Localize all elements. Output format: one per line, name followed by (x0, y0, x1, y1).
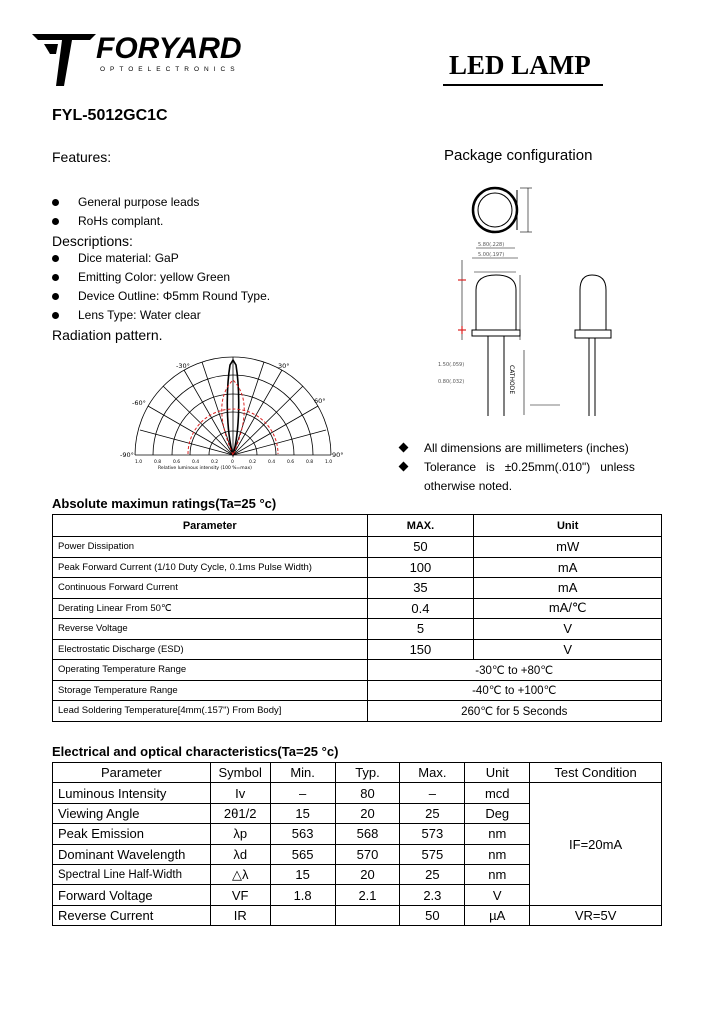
absolute-ratings-table (52, 514, 662, 722)
scale-label: 0.8 (154, 460, 162, 465)
test-condition-main: IF=20mA (530, 783, 662, 905)
title-underline (443, 84, 603, 86)
brand-logo (30, 30, 260, 90)
description-item: Emitting Color: yellow Green (78, 270, 230, 284)
scale-label: 0 (231, 460, 234, 465)
svg-text:5.80(.228): 5.80(.228) (478, 242, 505, 248)
table-row: Storage Temperature Range -40℃ to +100℃ (53, 680, 662, 701)
electrical-title: Electrical and optical characteristics(Ta=25 °c) (52, 744, 339, 759)
description-item: Dice material: GaP (78, 251, 179, 265)
table-row: Power Dissipation 50 mW (53, 537, 662, 558)
angle-label: 90° (332, 451, 344, 459)
brand-subtitle: OPTOELECTRONICS (100, 66, 240, 73)
table-row: Luminous Intensity Iv – 80 – mcd IF=20mA (53, 783, 662, 803)
description-item: Lens Type: Water clear (78, 308, 201, 322)
table-row: Peak Emission λp 563 568 573 nm (53, 824, 662, 844)
table-row: Reverse Voltage 5 V (53, 619, 662, 640)
scale-label: 0.6 (173, 460, 181, 465)
table-row: Reverse Current IR 50 µA VR=5V (53, 905, 662, 925)
brand-name: FORYARD (96, 32, 242, 65)
electrical-table (52, 762, 662, 926)
svg-text:0.80(.032): 0.80(.032) (438, 379, 465, 385)
table-row: Lead Soldering Temperature[4mm(.157") From Body] 260℃ for 5 Seconds (53, 701, 662, 722)
table-row: Viewing Angle 2θ1/2 15 20 25 Deg (53, 803, 662, 823)
angle-label: 30° (278, 362, 290, 370)
scale-label: 0.8 (306, 460, 314, 465)
column-header: Test Condition (530, 763, 662, 783)
angle-label: 60° (314, 397, 326, 405)
table-row: Forward Voltage VF 1.8 2.1 2.3 V (53, 885, 662, 905)
scale-label: 1.0 (325, 460, 333, 465)
table-header-row (53, 515, 662, 537)
angle-label: -60° (132, 399, 146, 407)
table-row: Continuous Forward Current 35 mA (53, 578, 662, 599)
column-header: Unit (474, 515, 662, 537)
table-row: Operating Temperature Range -30℃ to +80℃ (53, 660, 662, 681)
column-header: Min. (270, 763, 335, 783)
scale-label: 0.2 (249, 460, 257, 465)
angle-label: -90° (120, 451, 134, 459)
package-heading: Package configuration (444, 147, 593, 164)
test-condition-reverse: VR=5V (530, 905, 662, 925)
part-number: FYL-5012GC1C (52, 107, 168, 124)
table-row: Peak Forward Current (1/10 Duty Cycle, 0.1ms Pulse Width) 100 mA (53, 557, 662, 578)
column-header: MAX. (367, 515, 474, 537)
radiation-caption: Relative luminous intensity (100 %=max) (158, 466, 252, 470)
scale-label: 0.4 (268, 460, 276, 465)
package-note: Tolerance is ±0.25mm(.010") unless (424, 460, 654, 474)
feature-item: RoHs complant. (78, 214, 163, 228)
scale-label: 0.6 (287, 460, 295, 465)
column-header: Unit (465, 763, 530, 783)
features-heading: Features: (52, 149, 112, 165)
document-title: LED LAMP (449, 50, 591, 80)
descriptions-heading: Descriptions: (52, 233, 133, 249)
column-header: Parameter (53, 515, 368, 537)
scale-label: 1.0 (135, 460, 143, 465)
cathode-label: CATHODE (508, 365, 515, 395)
svg-text:5.00(.197): 5.00(.197) (478, 252, 505, 258)
package-note: otherwise noted. (424, 479, 513, 493)
radiation-heading: Radiation pattern. (52, 327, 163, 343)
package-note: All dimensions are millimeters (inches) (424, 441, 629, 455)
svg-text:1.50(.059): 1.50(.059) (438, 362, 465, 368)
package-drawing (420, 180, 640, 420)
table-row: Spectral Line Half-Width △λ 15 20 25 nm (53, 864, 662, 884)
scale-label: 0.2 (211, 460, 219, 465)
scale-label: 0.4 (192, 460, 200, 465)
radiation-pattern-diagram (118, 350, 348, 470)
column-header: Symbol (210, 763, 270, 783)
column-header: Parameter (53, 763, 211, 783)
table-header-row (53, 763, 662, 783)
column-header: Max. (400, 763, 465, 783)
angle-label: -30° (176, 362, 190, 370)
foryard-logo-icon (30, 30, 98, 90)
table-row: Dominant Wavelength λd 565 570 575 nm (53, 844, 662, 864)
feature-item: General purpose leads (78, 195, 199, 209)
absolute-ratings-title: Absolute maximun ratings(Ta=25 °c) (52, 496, 277, 511)
description-item: Device Outline: Φ5mm Round Type. (78, 289, 270, 303)
table-row: Electrostatic Discharge (ESD) 150 V (53, 639, 662, 660)
column-header: Typ. (335, 763, 400, 783)
table-row: Derating Linear From 50℃ 0.4 mA/℃ (53, 598, 662, 619)
